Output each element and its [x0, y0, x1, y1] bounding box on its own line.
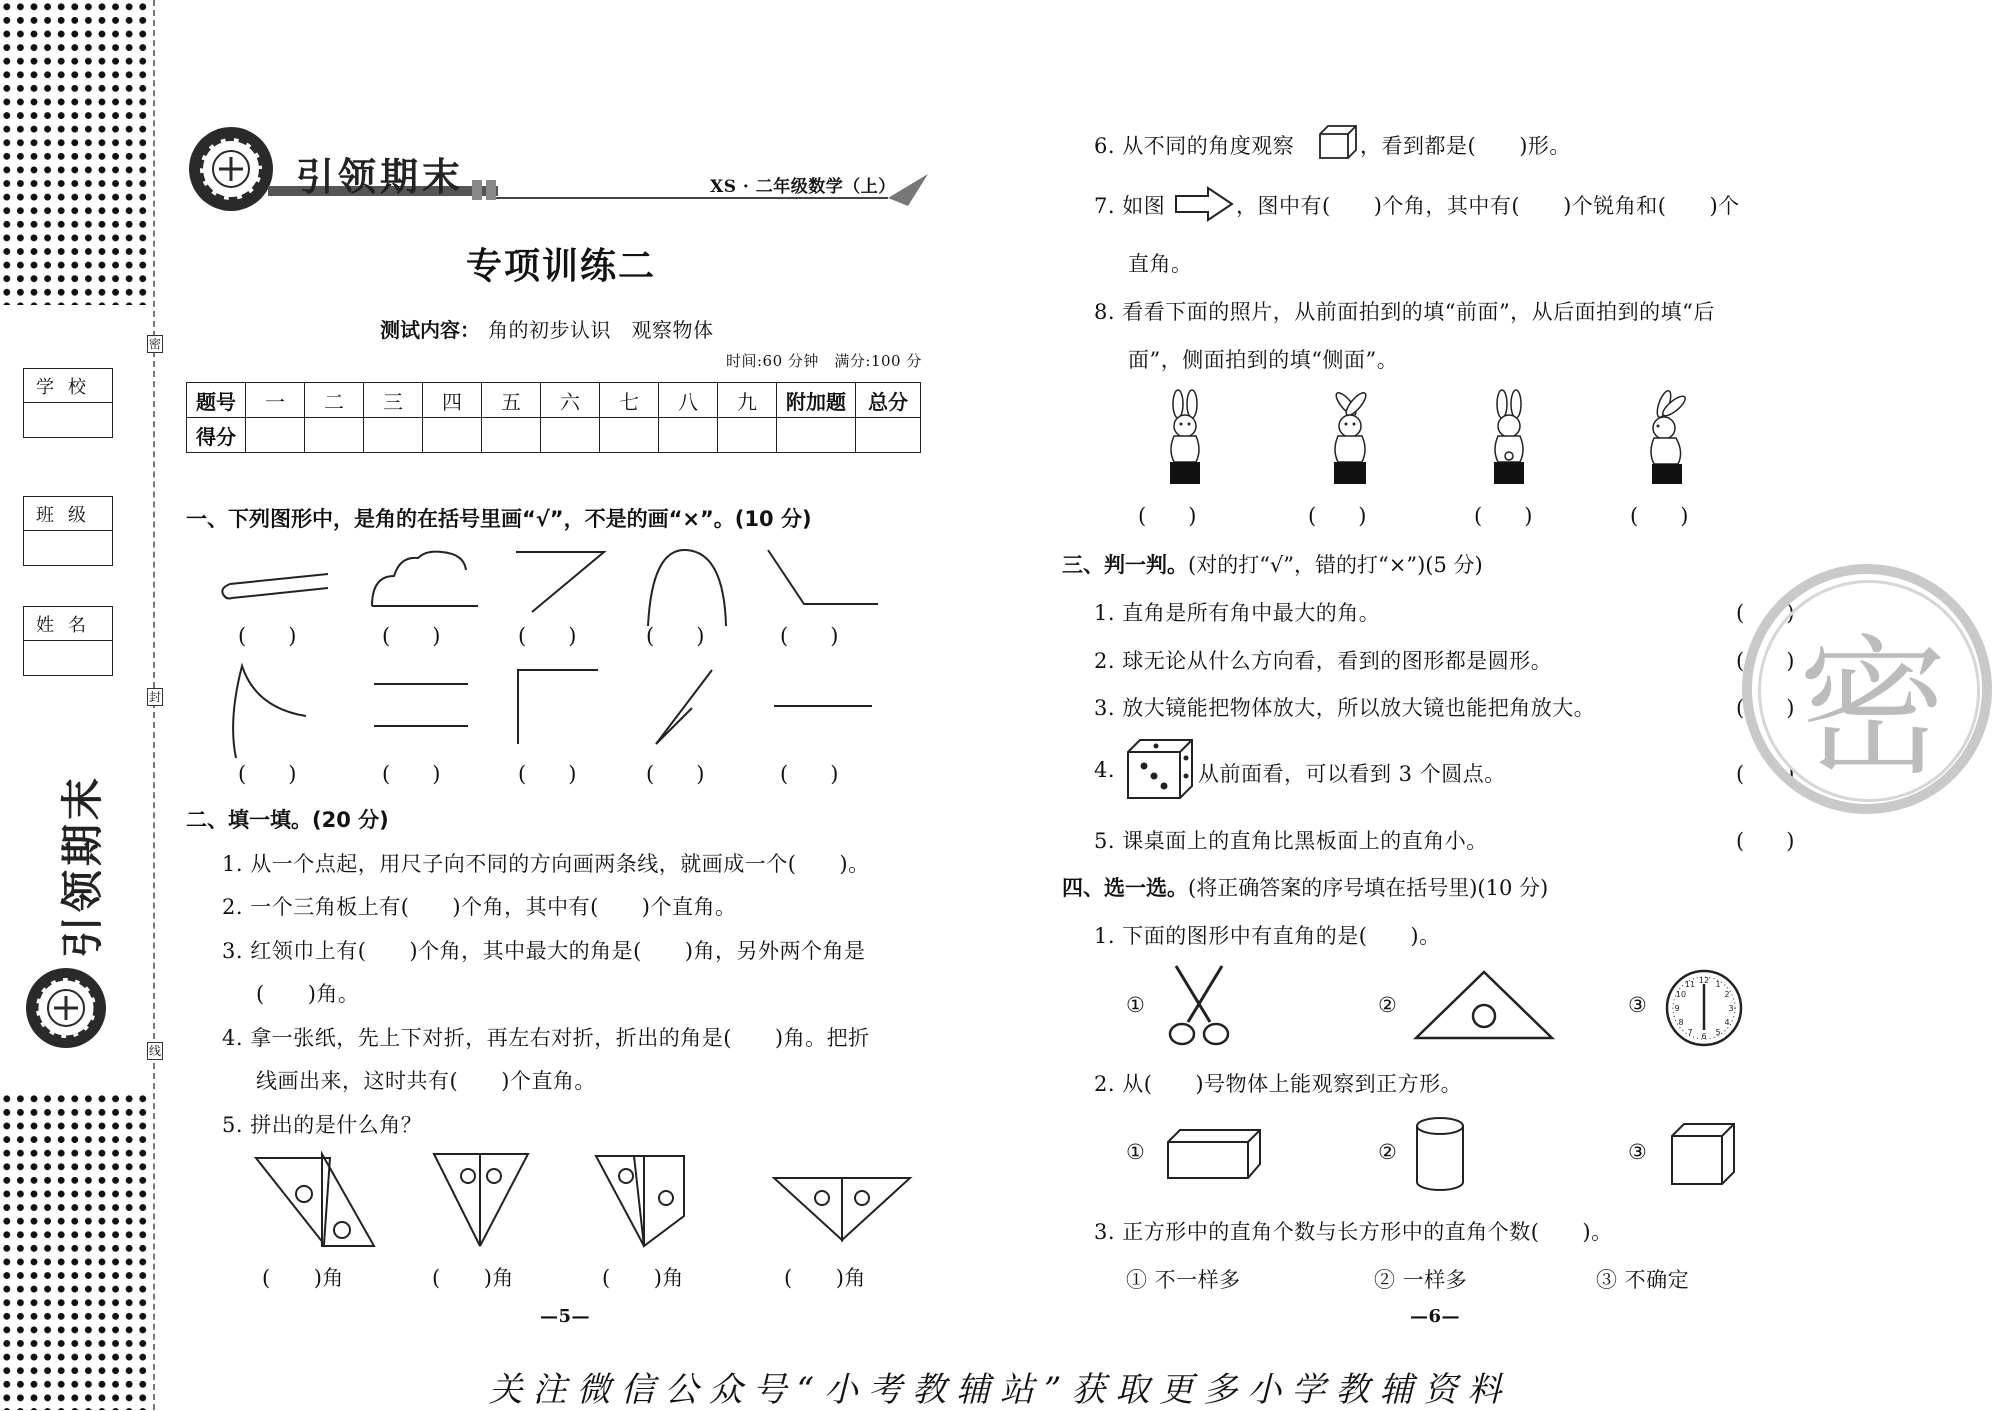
- figure-1h: [516, 668, 606, 748]
- clock-icon: [1664, 968, 1744, 1048]
- page-number-left: —5—: [540, 1306, 591, 1327]
- secret-stamp-char: 密: [1797, 622, 1948, 796]
- answer-blank[interactable]: ( ): [780, 624, 839, 648]
- choice-q3-option-2: ② 一样多: [1374, 1268, 1468, 1292]
- score-cell: 一: [246, 383, 305, 418]
- svg-text:7: 7: [1687, 1028, 1693, 1037]
- rabbit-photo-3: [1484, 390, 1534, 486]
- judge-item-5: 5. 课桌面上的直角比黑板面上的直角小。: [1094, 829, 1488, 853]
- score-input-cell[interactable]: [246, 418, 305, 453]
- score-input-cell[interactable]: [718, 418, 777, 453]
- cube-option-icon: [1670, 1122, 1736, 1186]
- score-input-cell[interactable]: [659, 418, 718, 453]
- arrow-shape-icon: [1174, 186, 1234, 222]
- score-input-cell[interactable]: [600, 418, 659, 453]
- photo-answer-2[interactable]: ( ): [1308, 504, 1367, 528]
- part3-heading-main: 三、判一判。: [1062, 553, 1188, 577]
- option-2-marker-q2: ②: [1378, 1140, 1398, 1164]
- svg-text:8: 8: [1678, 1018, 1684, 1027]
- choice-q1: 1. 下面的图形中有直角的是( )。: [1094, 924, 1441, 948]
- answer-blank[interactable]: ( ): [238, 624, 297, 648]
- part3-heading-sub: (对的打“√”，错的打“×”)(5 分): [1188, 553, 1483, 577]
- q6-pre: 6. 从不同的角度观察: [1094, 134, 1295, 158]
- q7-post: ，图中有( )个角，其中有( )个锐角和( )个: [1236, 194, 1740, 218]
- score-input-cell[interactable]: [856, 418, 921, 453]
- seal-mark-feng: 封: [148, 690, 161, 704]
- time-info: 时间:60 分钟 满分:100 分: [726, 352, 922, 370]
- name-field[interactable]: [23, 606, 113, 676]
- judge-item-3: 3. 放大镜能把物体放大，所以放大镜也能把角放大。: [1094, 696, 1596, 720]
- judge-answer-4[interactable]: ( ): [1736, 762, 1795, 786]
- judge-answer-2[interactable]: ( ): [1736, 649, 1795, 673]
- angle-answer-3[interactable]: ( )角: [602, 1266, 684, 1290]
- judge-answer-5[interactable]: ( ): [1736, 829, 1795, 853]
- set-square-figure-2: [432, 1150, 532, 1250]
- judge-item-1: 1. 直角是所有角中最大的角。: [1094, 601, 1381, 625]
- dot-pattern-top: [0, 0, 148, 305]
- score-cell: 三: [364, 383, 423, 418]
- figure-1e: [766, 548, 886, 618]
- footer-promo: 关注微信公众号“小考教辅站”获取更多小学教辅资料: [488, 1370, 1512, 1410]
- part2-heading: 二、填一填。(20 分): [186, 808, 389, 832]
- triangle-ruler-icon: [1414, 968, 1554, 1042]
- class-label: 班级: [24, 497, 112, 531]
- score-cell: 总分: [856, 383, 921, 418]
- judge-item-4: 从前面看，可以看到 3 个圆点。: [1198, 762, 1506, 786]
- score-cell: 四: [423, 383, 482, 418]
- score-input-cell[interactable]: [423, 418, 482, 453]
- answer-blank[interactable]: ( ): [518, 624, 577, 648]
- test-content-label: 测试内容：: [380, 318, 480, 342]
- part2-q2: 2. 一个三角板上有( )个角，其中有( )个直角。: [222, 895, 737, 919]
- figure-1d: [644, 548, 734, 628]
- header-logo-icon: [186, 124, 276, 214]
- score-cell: 附加题: [777, 383, 856, 418]
- score-input-cell[interactable]: [482, 418, 541, 453]
- school-label: 学校: [24, 369, 112, 403]
- side-brand: [42, 740, 122, 970]
- option-1-marker-q2: ①: [1126, 1140, 1146, 1164]
- q7-cont: 直角。: [1128, 252, 1193, 276]
- q7-pre: 7. 如图: [1094, 194, 1166, 218]
- part4-heading: [1062, 872, 1548, 902]
- svg-text:4: 4: [1724, 1018, 1730, 1027]
- answer-blank[interactable]: ( ): [518, 762, 577, 786]
- judge-item-2: 2. 球无论从什么方向看，看到的图形都是圆形。: [1094, 649, 1553, 673]
- subject-label: XS · 二年级数学（上）: [710, 177, 896, 197]
- cylinder-icon: [1414, 1116, 1466, 1192]
- part1-heading: 一、下列图形中，是角的在括号里画“√”，不是的画“×”。(10 分): [186, 507, 812, 531]
- seal-mark-xian: 线: [148, 1044, 161, 1058]
- choice-q3-option-1: ① 不一样多: [1126, 1268, 1241, 1292]
- svg-text:6: 6: [1701, 1032, 1707, 1041]
- option-2-marker: ②: [1378, 993, 1398, 1017]
- svg-text:1: 1: [1715, 980, 1721, 989]
- score-value-row: [187, 418, 921, 453]
- score-input-cell[interactable]: [777, 418, 856, 453]
- rabbit-photo-4: [1640, 390, 1696, 486]
- scissors-icon: [1166, 964, 1232, 1048]
- class-field[interactable]: [23, 496, 113, 566]
- photo-answer-3[interactable]: ( ): [1474, 504, 1533, 528]
- answer-blank[interactable]: ( ): [238, 762, 297, 786]
- score-cell: 二: [305, 383, 364, 418]
- side-brand-text: 引领期末: [58, 773, 107, 958]
- photo-answer-4[interactable]: ( ): [1630, 504, 1689, 528]
- side-logo-icon: [24, 966, 108, 1050]
- page-title: 专项训练二: [466, 246, 657, 287]
- figure-1g: [372, 680, 472, 730]
- part2-q3b: ( )角。: [256, 982, 360, 1006]
- answer-blank[interactable]: ( ): [382, 624, 441, 648]
- score-input-cell[interactable]: [305, 418, 364, 453]
- judge-item-4-num: 4.: [1094, 758, 1116, 782]
- score-row-label: 得分: [187, 418, 246, 453]
- test-content-value: 角的初步认识 观察物体: [488, 318, 714, 342]
- answer-blank[interactable]: ( ): [646, 762, 705, 786]
- set-square-figure-1: [254, 1150, 384, 1250]
- photo-answer-1[interactable]: ( ): [1138, 504, 1197, 528]
- svg-text:5: 5: [1715, 1028, 1721, 1037]
- part2-q1: 1. 从一个点起，用尺子向不同的方向画两条线，就画成一个( )。: [222, 852, 870, 876]
- rabbit-photo-1: [1160, 390, 1210, 486]
- figure-1c: [512, 550, 612, 620]
- judge-answer-3[interactable]: ( ): [1736, 696, 1795, 720]
- q8-line1: 8. 看看下面的照片，从前面拍到的填“前面”，从后面拍到的填“后: [1094, 300, 1715, 324]
- score-cell: 六: [541, 383, 600, 418]
- figure-1b: [370, 548, 480, 618]
- cube-icon: [1318, 124, 1358, 160]
- set-square-figure-3: [594, 1150, 694, 1250]
- angle-answer-2[interactable]: ( )角: [432, 1266, 514, 1290]
- score-table: [186, 382, 921, 453]
- dice-icon: [1126, 738, 1194, 800]
- answer-blank[interactable]: ( ): [646, 624, 705, 648]
- angle-answer-4[interactable]: ( )角: [784, 1266, 866, 1290]
- figure-1f: [226, 660, 316, 760]
- figure-1i: [652, 668, 722, 748]
- judge-answer-1[interactable]: ( ): [1736, 601, 1795, 625]
- angle-answer-1[interactable]: ( )角: [262, 1266, 344, 1290]
- part2-q5: 5. 拼出的是什么角？: [222, 1113, 423, 1137]
- part4-heading-main: 四、选一选。: [1062, 876, 1188, 900]
- score-cell: 五: [482, 383, 541, 418]
- score-cell: 七: [600, 383, 659, 418]
- choice-q3: 3. 正方形中的直角个数与长方形中的直角个数( )。: [1094, 1220, 1613, 1244]
- option-1-marker: ①: [1126, 993, 1146, 1017]
- page-number-right: —6—: [1410, 1306, 1461, 1327]
- score-header-row: [187, 383, 921, 418]
- brand-title: 引领期末: [296, 155, 465, 199]
- score-cell: 八: [659, 383, 718, 418]
- score-cell: 题号: [187, 383, 246, 418]
- set-square-figure-4: [772, 1174, 912, 1254]
- seal-mark-mi: 密: [148, 337, 161, 351]
- score-input-cell[interactable]: [364, 418, 423, 453]
- q8-line2: 面”，侧面拍到的填“侧面”。: [1128, 348, 1399, 372]
- svg-text:2: 2: [1724, 990, 1730, 999]
- cuboid-icon: [1166, 1128, 1262, 1180]
- q6-post: ，看到都是( )形。: [1360, 134, 1571, 158]
- score-cell: 九: [718, 383, 777, 418]
- part3-heading: [1062, 549, 1483, 579]
- part2-q3a: 3. 红领巾上有( )个角，其中最大的角是( )角，另外两个角是: [222, 939, 866, 963]
- part2-q4a: 4. 拿一张纸，先上下对折，再左右对折，折出的角是( )角。把折: [222, 1026, 870, 1050]
- part4-heading-sub: (将正确答案的序号填在括号里)(10 分): [1188, 876, 1549, 900]
- rabbit-photo-2: [1320, 390, 1380, 486]
- score-input-cell[interactable]: [541, 418, 600, 453]
- answer-blank[interactable]: ( ): [382, 762, 441, 786]
- name-label: 姓名: [24, 607, 112, 641]
- choice-q2: 2. 从( )号物体上能观察到正方形。: [1094, 1072, 1463, 1096]
- figure-1a: [220, 570, 330, 620]
- option-3-marker: ③: [1628, 993, 1648, 1017]
- svg-text:9: 9: [1674, 1004, 1680, 1013]
- figure-1j: [774, 702, 874, 712]
- choice-q3-option-3: ③ 不确定: [1596, 1268, 1690, 1292]
- school-field[interactable]: [23, 368, 113, 438]
- svg-text:3: 3: [1728, 1004, 1734, 1013]
- part2-q4b: 线画出来，这时共有( )个直角。: [256, 1069, 596, 1093]
- option-3-marker-q2: ③: [1628, 1140, 1648, 1164]
- svg-text:12: 12: [1698, 976, 1710, 985]
- svg-text:11: 11: [1684, 980, 1696, 989]
- svg-text:10: 10: [1675, 990, 1687, 999]
- answer-blank[interactable]: ( ): [780, 762, 839, 786]
